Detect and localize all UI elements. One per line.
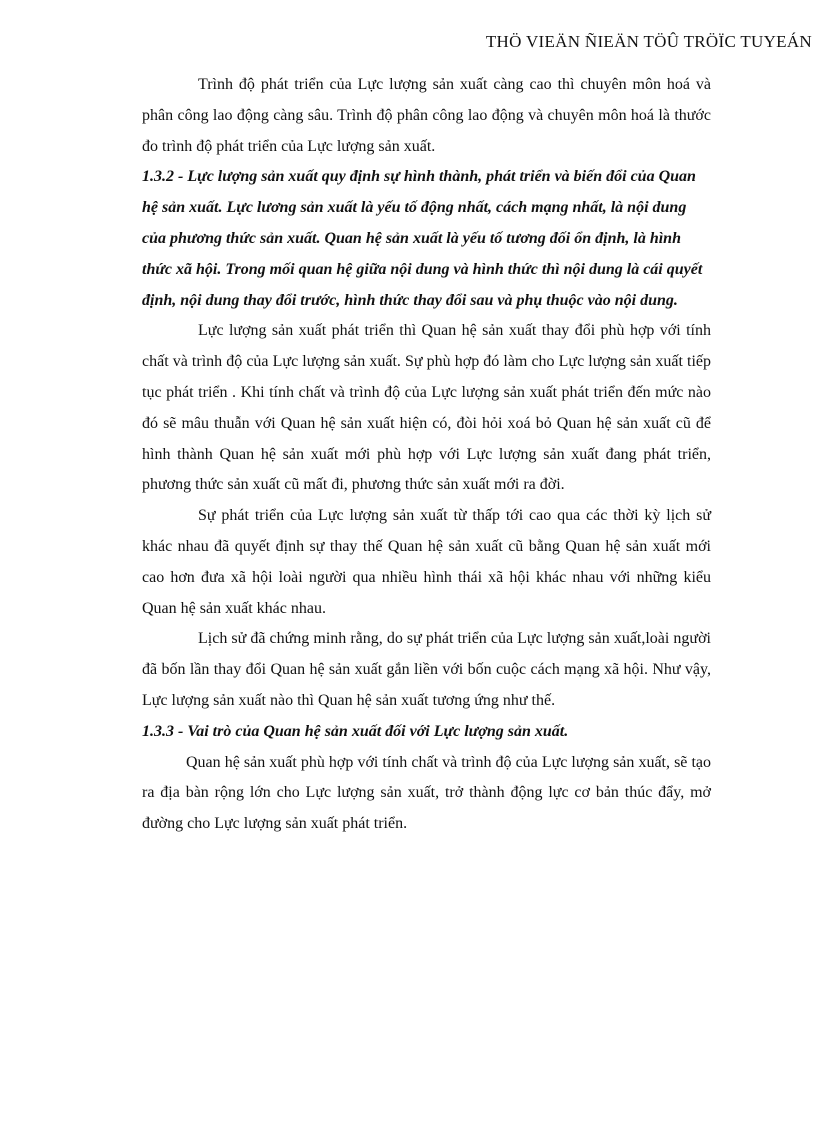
paragraph-2: Lực lượng sản xuất phát triển thì Quan hệ sản xuất thay đổi phù hợp với tính chất và trình độ của Lực lượng sản xuất. Sự phù hợp đó làm cho Lực lượng sản xuất tiếp tục phát triển . Khi tính chất và trình độ của Lực lượng sản xuất phát triển đến mức nào đó sẽ mâu thuẫn với Quan hệ sản xuất hiện có, đòi hỏi xoá bỏ Quan hệ sản xuất cũ để hình thành Quan hệ sản xuất mới phù hợp với Lực lượng sản xuất đang phát triển, phương thức sản xuất cũ mất đi, phương thức sản xuất mới ra đời. <box>142 322 711 494</box>
paragraph-1: Trình độ phát triển của Lực lượng sản xuất càng cao thì chuyên môn hoá và phân công lao động càng sâu. Trình độ phân công lao động và chuyên môn hoá là thước đo trình độ phát triển của Lực lượng sản xuất. <box>142 76 711 155</box>
document-body <box>142 70 711 840</box>
section-heading-1-3-3: 1.3.3 - Vai trò của Quan hệ sản xuất đối với Lực lượng sản xuất. <box>142 722 569 740</box>
paragraph-4: Lịch sử đã chứng minh rằng, do sự phát triển của Lực lượng sản xuất,loài người đã bốn lần thay đổi Quan hệ sản xuất gắn liền với bốn cuộc cách mạng xã hội. Như vậy, Lực lượng sản xuất nào thì Quan hệ sản xuất tương ứng như thế. <box>142 630 711 709</box>
paragraph-3: Sự phát triển của Lực lượng sản xuất từ thấp tới cao qua các thời kỳ lịch sử khác nhau đã quyết định sự thay thế Quan hệ sản xuất cũ bằng Quan hệ sản xuất mới cao hơn đưa xã hội loài người qua nhiều hình thái xã hội khác nhau với những kiểu Quan hệ sản xuất khác nhau. <box>142 507 711 617</box>
section-heading-1-3-2: 1.3.2 - Lực lượng sản xuất quy định sự hình thành, phát triển và biến đổi của Quan hệ sản xuất. Lực lương sản xuất là yếu tố động nhất, cách mạng nhất, là nội dung của phương thức sản xuất. Quan hệ sản xuất là yếu tố tương đối ổn định, là hình thức xã hội. Trong mối quan hệ giữa nội dung và hình thức thì nội dung là cái quyết định, nội dung thay đổi trước, hình thức thay đổi sau và phụ thuộc vào nội dung. <box>142 168 703 309</box>
paragraph-5: Quan hệ sản xuất phù hợp với tính chất và trình độ của Lực lượng sản xuất, sẽ tạo ra địa bàn rộng lớn cho Lực lượng sản xuất, trở thành động lực cơ bản thúc đẩy, mở đường cho Lực lượng sản xuất phát triển. <box>142 753 711 833</box>
page-header: THÖ VIEÄN ÑIEÄN TÖÛ TRÖÏC TUYEÁN <box>485 32 812 51</box>
